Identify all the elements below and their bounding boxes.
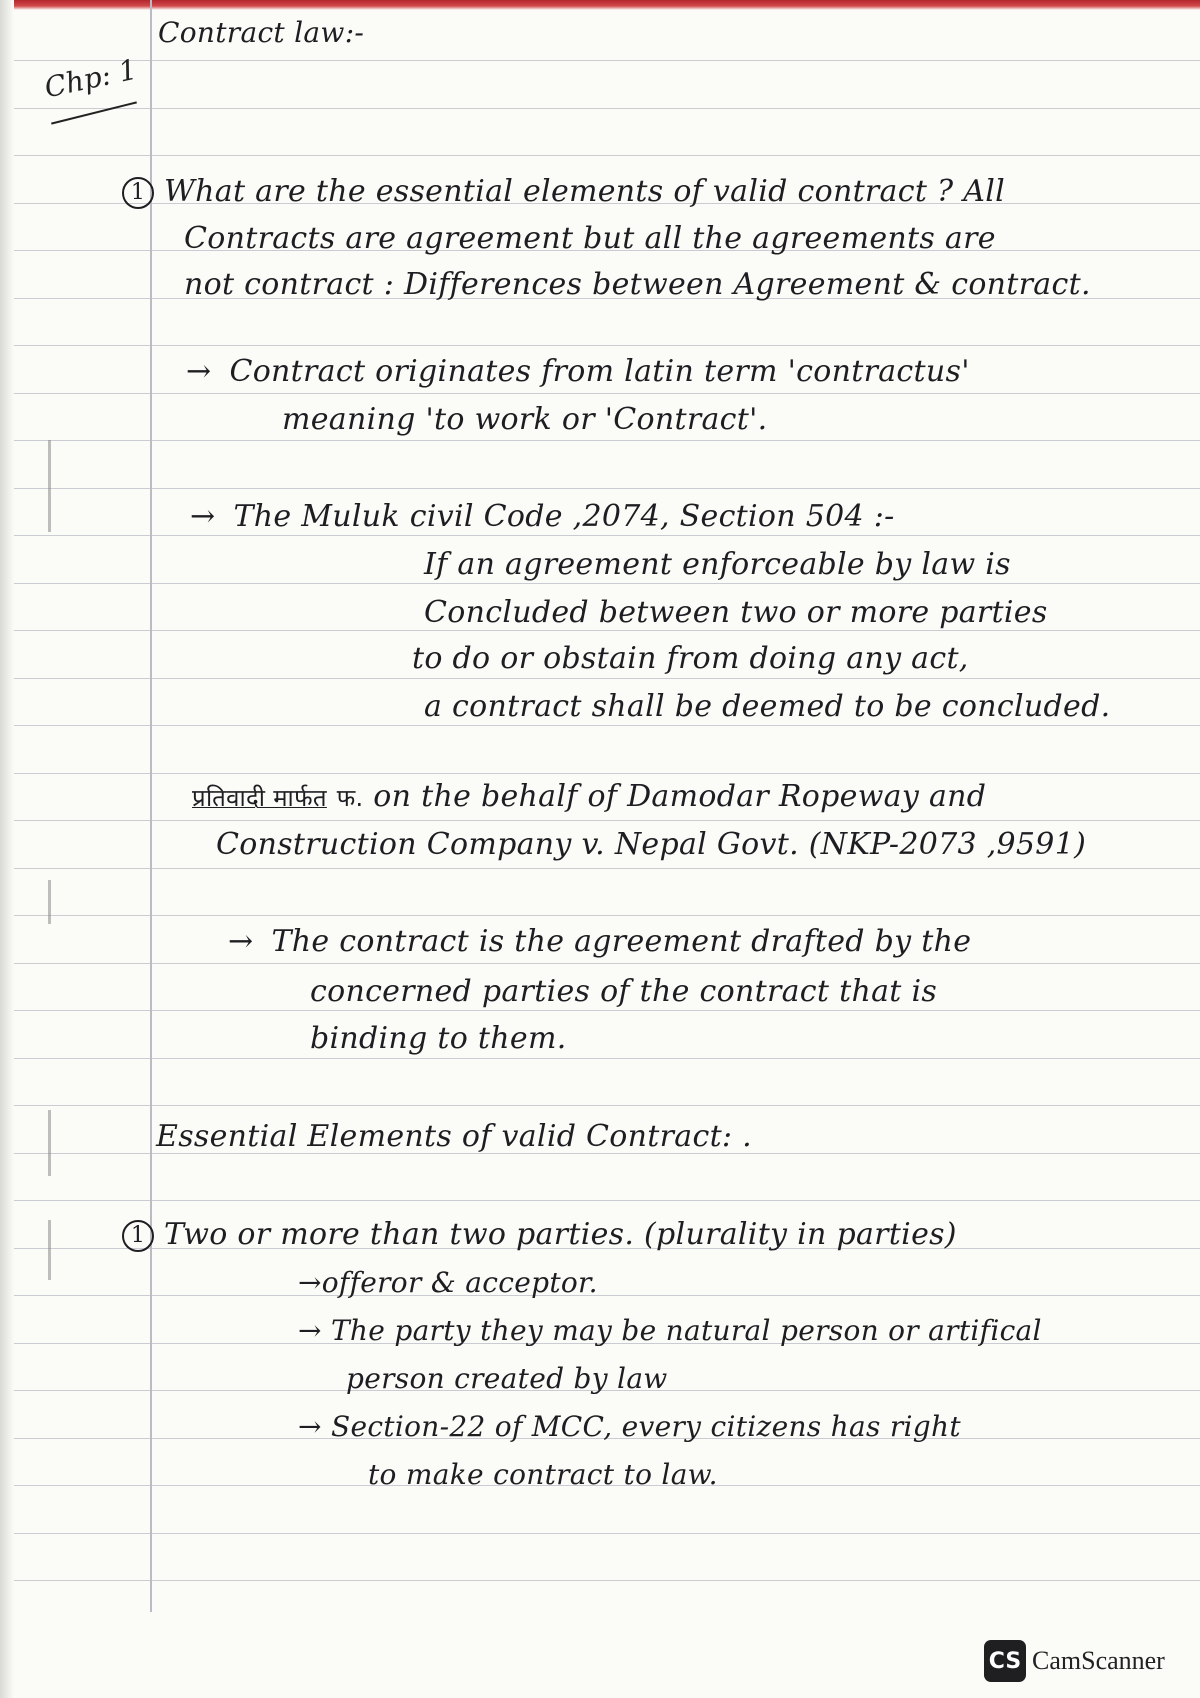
arrow-icon: →	[190, 499, 216, 534]
page-top-edge	[0, 0, 1200, 10]
ruled-line	[14, 773, 1200, 774]
camscanner-logo-icon: CS	[984, 1640, 1026, 1682]
mcc-line-2: Concluded between two or more parties	[424, 595, 1048, 630]
camscanner-watermark	[984, 1640, 1165, 1682]
camscanner-text: CamScanner	[1032, 1646, 1165, 1675]
arrow-icon: →	[228, 924, 254, 959]
page-left-shadow	[0, 0, 14, 1698]
element-point-5: to make contract to law.	[368, 1458, 718, 1491]
ruled-line	[14, 1200, 1200, 1201]
element-point-4: → Section-22 of MCC, every citizens has right	[298, 1410, 961, 1443]
ruled-line	[14, 820, 1200, 821]
margin-tick	[48, 486, 51, 532]
element-number: 1	[122, 1220, 154, 1252]
ruled-line	[14, 1105, 1200, 1106]
margin-tick	[48, 1220, 51, 1280]
mcc-heading: → The Muluk civil Code ,2074, Section 504 :-	[190, 499, 895, 534]
ruled-line	[14, 963, 1200, 964]
ruled-line	[14, 678, 1200, 679]
chapter-label: Chp: 1	[41, 52, 140, 105]
element-point-1: →offeror & acceptor.	[298, 1266, 598, 1299]
ruled-line	[14, 915, 1200, 916]
ruled-line	[14, 393, 1200, 394]
ruled-line	[14, 583, 1200, 584]
ruled-line	[14, 488, 1200, 489]
definition-line-3: binding to them.	[310, 1021, 567, 1056]
ruled-line	[14, 1295, 1200, 1296]
elements-heading: Essential Elements of valid Contract: .	[156, 1119, 753, 1154]
margin-tick	[48, 880, 51, 924]
chapter-underline	[51, 101, 137, 124]
case-line-1: प्रतिवादी मार्फत फ. on the behalf of Damodar Ropeway and	[192, 779, 987, 814]
ruled-line	[14, 155, 1200, 156]
ruled-line	[14, 725, 1200, 726]
question-number: 1	[122, 177, 154, 209]
arrow-icon: →	[186, 354, 212, 389]
ruled-line	[14, 345, 1200, 346]
question-line-3: not contract : Differences between Agreement & contract.	[184, 267, 1091, 302]
question-line-2: Contracts are agreement but all the agreements are	[184, 221, 996, 256]
mcc-line-1: If an agreement enforceable by law is	[424, 547, 1011, 582]
ruled-line	[14, 440, 1200, 441]
ruled-line	[14, 60, 1200, 61]
ruled-line	[14, 1058, 1200, 1059]
ruled-line	[14, 630, 1200, 631]
ruled-line	[14, 1010, 1200, 1011]
margin-tick	[48, 1110, 51, 1176]
ruled-line	[14, 868, 1200, 869]
element-1-title: 1 Two or more than two parties. (plurality in parties)	[122, 1218, 957, 1252]
case-mark: फ.	[336, 784, 364, 812]
ruled-line	[14, 108, 1200, 109]
case-line-2: Construction Company v. Nepal Govt. (NKP-2073 ,9591)	[216, 827, 1087, 862]
element-point-2: → The party they may be natural person or artifical	[298, 1314, 1042, 1347]
definition-line-2: concerned parties of the contract that is	[310, 974, 938, 1009]
ruled-line	[14, 535, 1200, 536]
question-line-1: 1 What are the essential elements of valid contract ? All	[122, 175, 1005, 209]
element-point-3: person created by law	[346, 1362, 668, 1395]
origin-line-2: meaning 'to work or 'Contract'.	[282, 402, 768, 437]
origin-line-1: → Contract originates from latin term 'contractus'	[186, 354, 970, 389]
ruled-line	[14, 1533, 1200, 1534]
ruled-line	[14, 1580, 1200, 1581]
mcc-line-4: a contract shall be deemed to be concluded.	[424, 689, 1111, 724]
margin-tick	[48, 440, 51, 486]
case-prefix: प्रतिवादी मार्फत	[192, 784, 327, 812]
page-title: Contract law:-	[158, 16, 365, 49]
margin-line	[150, 0, 152, 1612]
definition-line-1: → The contract is the agreement drafted by the	[228, 924, 972, 959]
mcc-line-3: to do or obstain from doing any act,	[412, 641, 969, 676]
